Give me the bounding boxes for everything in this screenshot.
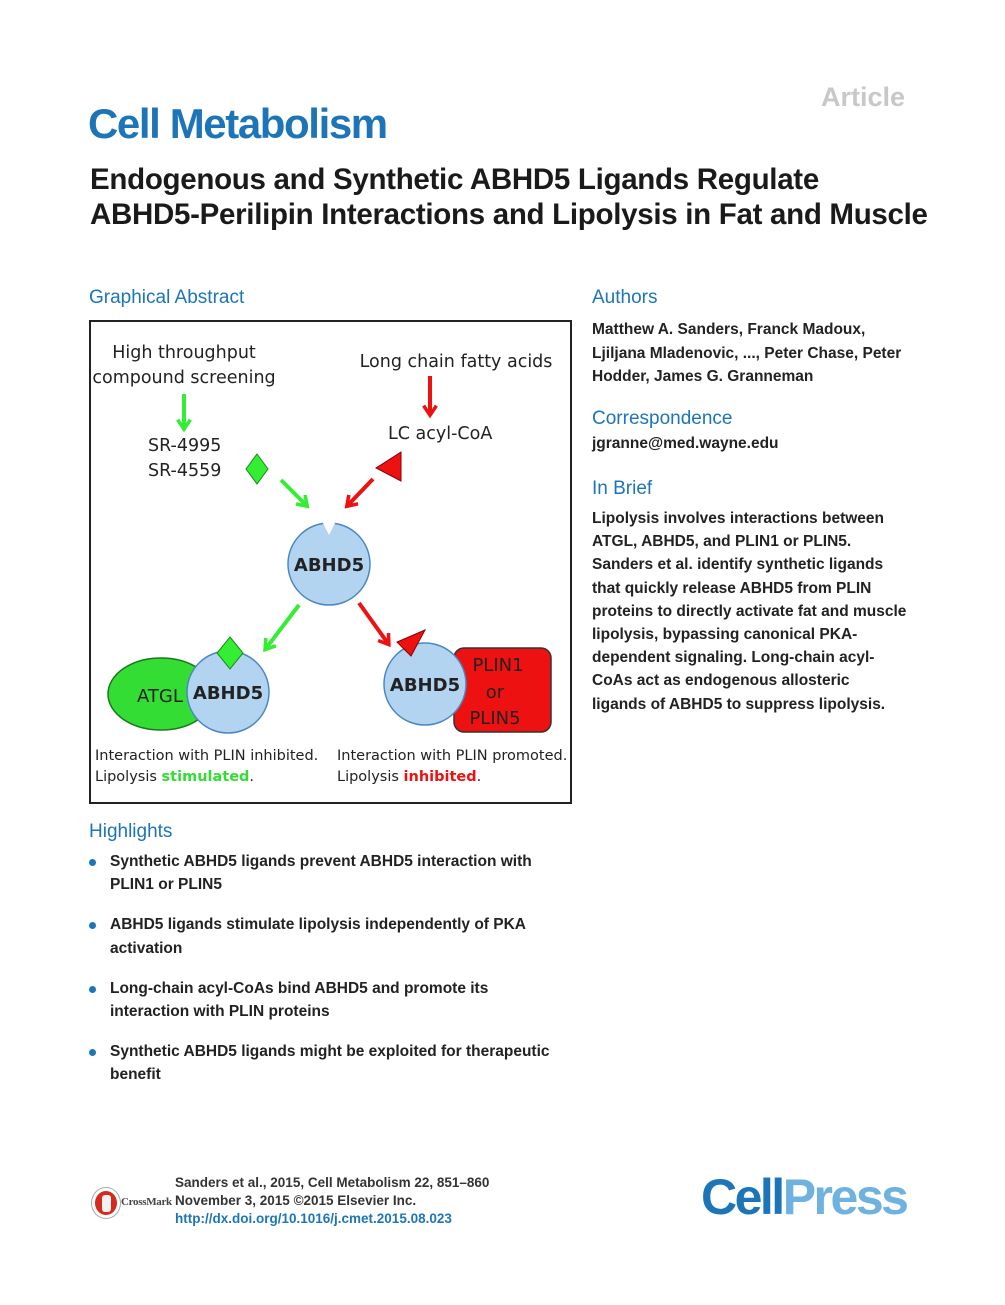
arrow-acyl-coa-to-abhd5	[349, 479, 373, 504]
hts-label-line2: compound screening	[92, 368, 276, 388]
lcfa-label: Long chain fatty acids	[359, 352, 553, 372]
doi-link[interactable]: http://dx.doi.org/10.1016/j.cmet.2015.08.023	[175, 1211, 452, 1226]
sr-4995-label: SR-4995	[148, 436, 222, 456]
bullet-icon	[89, 922, 96, 929]
crossmark-label: CrossMark	[121, 1196, 172, 1208]
lc-acyl-coa-label: LC acyl-CoA	[388, 424, 493, 444]
crossmark-icon	[92, 1188, 120, 1218]
bullet-icon	[89, 986, 96, 993]
article-type-label: Article	[820, 82, 905, 112]
correspondence-heading: Correspondence	[592, 408, 733, 429]
arrow-abhd5-to-plin	[359, 603, 387, 642]
citation-block	[175, 1174, 489, 1228]
highlight-item: ABHD5 ligands stimulate lipolysis independently of PKA activation	[89, 913, 569, 959]
plin5-label: PLIN5	[469, 708, 521, 729]
acyl-coa-triangle	[376, 452, 401, 481]
plin1-label: PLIN1	[472, 655, 524, 676]
graphical-abstract-heading: Graphical Abstract	[89, 287, 245, 308]
citation-line1: Sanders et al., 2015, Cell Metabolism 22, 851–860	[175, 1175, 490, 1190]
graphical-abstract-diagram	[91, 322, 570, 802]
highlight-item: Synthetic ABHD5 ligands prevent ABHD5 interaction with PLIN1 or PLIN5	[89, 850, 569, 896]
highlights-heading: Highlights	[89, 821, 173, 842]
paper-title: Endogenous and Synthetic ABHD5 Ligands Regulate ABHD5-Perilipin Interactions and Lipolysis in Fat and Muscle	[90, 163, 928, 231]
in-brief-heading: In Brief	[592, 478, 653, 499]
authors-list: Matthew A. Sanders, Franck Madoux, Ljiljana Mladenovic, ..., Peter Chase, Peter Hodder, James G. Granneman	[592, 321, 902, 385]
authors-heading: Authors	[592, 287, 658, 308]
hts-label-line1: High throughput	[112, 343, 256, 363]
right-caption-line2: Lipolysis inhibited.	[337, 769, 482, 785]
crossmark-logo[interactable]	[92, 1188, 174, 1218]
citation-line2: November 3, 2015 ©2015 Elsevier Inc.	[175, 1193, 417, 1208]
sr-4559-label: SR-4559	[148, 461, 222, 481]
in-brief-text: Lipolysis involves interactions between ATGL, ABHD5, and PLIN1 or PLIN5. Sanders et al. identify synthetic ligands that quickly release ABHD5 from PLIN proteins to directly activate fat and muscle lipolysis, bypassing canonical PKA-dependent signaling. Long-chain acyl-CoAs act as endogenous allosteric ligands of ABHD5 to suppress lipolysis.	[592, 510, 907, 713]
abhd5-left-label: ABHD5	[192, 683, 264, 704]
highlight-item: Long-chain acyl-CoAs bind ABHD5 and promote its interaction with PLIN proteins	[89, 977, 569, 1023]
synthetic-ligand-diamond	[246, 454, 268, 484]
bullet-icon	[89, 859, 96, 866]
left-caption-line2: Lipolysis stimulated.	[95, 769, 255, 785]
bullet-icon	[89, 1049, 96, 1056]
highlight-item: Synthetic ABHD5 ligands might be exploited for therapeutic benefit	[89, 1040, 569, 1086]
journal-title: Cell Metabolism	[88, 100, 387, 147]
abhd5-right-label: ABHD5	[389, 675, 461, 696]
atgl-label: ATGL	[137, 686, 183, 707]
graphical-abstract	[89, 320, 572, 804]
cellpress-logo: CellPress	[701, 1169, 907, 1225]
abhd5-center-label: ABHD5	[293, 555, 365, 576]
arrow-abhd5-to-atgl	[267, 605, 299, 647]
right-caption-line1: Interaction with PLIN promoted.	[337, 748, 568, 764]
left-caption-line1: Interaction with PLIN inhibited.	[95, 748, 319, 764]
correspondence-email[interactable]: jgranne@med.wayne.edu	[592, 435, 779, 452]
or-label: or	[485, 682, 505, 703]
arrow-ligand-to-abhd5	[281, 480, 305, 504]
highlights-list	[89, 850, 569, 1104]
